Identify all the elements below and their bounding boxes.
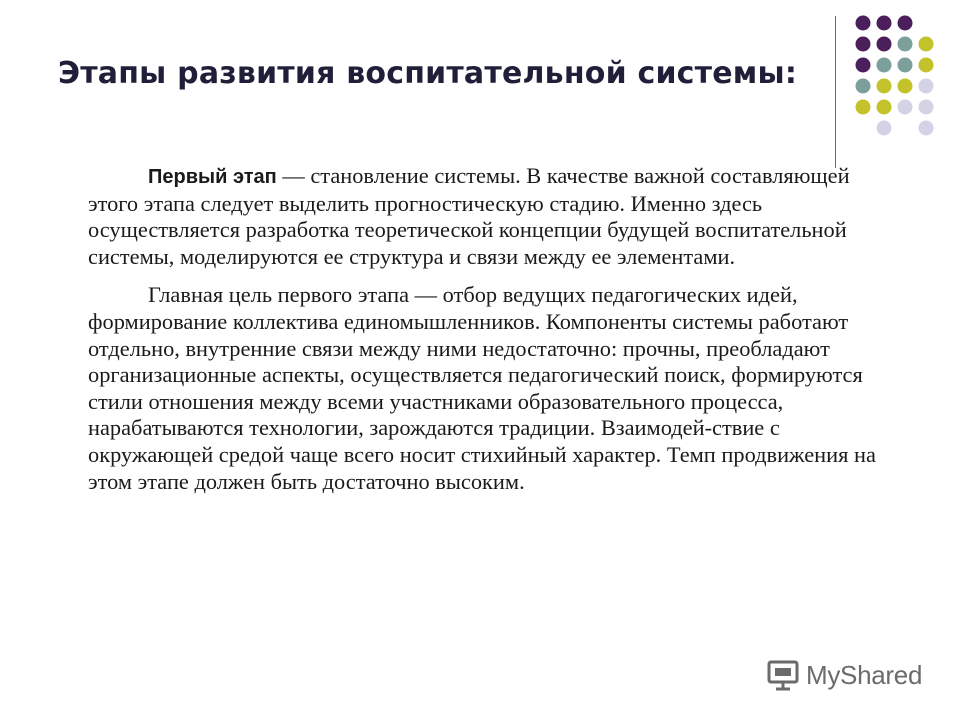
slide-body xyxy=(88,163,896,495)
paragraph-main-goal xyxy=(88,282,896,495)
decorative-dot xyxy=(919,37,934,52)
watermark xyxy=(766,655,922,695)
decorative-dot xyxy=(898,16,913,31)
paragraph-text: Главная цель первого этапа — отбор ведущих педагогических идей, формирование коллектива единомышленников. Компоненты системы работают отдельно, внутренние связи между ними недостаточно: прочны, преобладают организационные аспекты, осуществляется педагогический поиск, формируются стили отношения между всеми участниками образовательного процесса, нарабатываются технологии, зарождаются традиции. Взаимодей-ствие с окружающей средой чаще всего носит стихийный характер. Темп продвижения на этом этапе должен быть достаточно высоким. xyxy=(88,282,876,494)
decorative-dot xyxy=(856,79,871,94)
decorative-dot xyxy=(877,58,892,73)
decorative-dot xyxy=(877,16,892,31)
decorative-dot xyxy=(877,37,892,52)
decorative-dot xyxy=(898,37,913,52)
decorative-dot xyxy=(919,100,934,115)
slide-title: Этапы развития воспитательной системы: xyxy=(58,56,798,91)
paragraph-text: — становление системы. В качестве важной составляющей этого этапа следует выделить прогностическую стадию. Именно здесь осуществляется разработка теоретической концепции будущей воспитательной системы, моделируются ее структура и связи между ее элементами. xyxy=(88,163,850,269)
decorative-dot xyxy=(898,79,913,94)
decorative-dot xyxy=(877,79,892,94)
title-divider-line xyxy=(835,16,836,168)
decorative-dot xyxy=(919,58,934,73)
watermark-text: MyShared xyxy=(806,659,923,690)
paragraph-lead: Первый этап xyxy=(148,166,277,188)
decorative-dot xyxy=(898,100,913,115)
decorative-dot xyxy=(877,121,892,136)
decorative-dot xyxy=(919,121,934,136)
presentation-screen-icon xyxy=(766,658,800,692)
paragraph-first-stage xyxy=(88,163,896,270)
decorative-dot xyxy=(877,100,892,115)
decorative-dot xyxy=(919,79,934,94)
decorative-dot xyxy=(856,100,871,115)
decorative-dot xyxy=(856,58,871,73)
decorative-dot-grid xyxy=(845,14,955,154)
decorative-dot xyxy=(856,16,871,31)
decorative-dot xyxy=(898,58,913,73)
decorative-dot xyxy=(856,37,871,52)
